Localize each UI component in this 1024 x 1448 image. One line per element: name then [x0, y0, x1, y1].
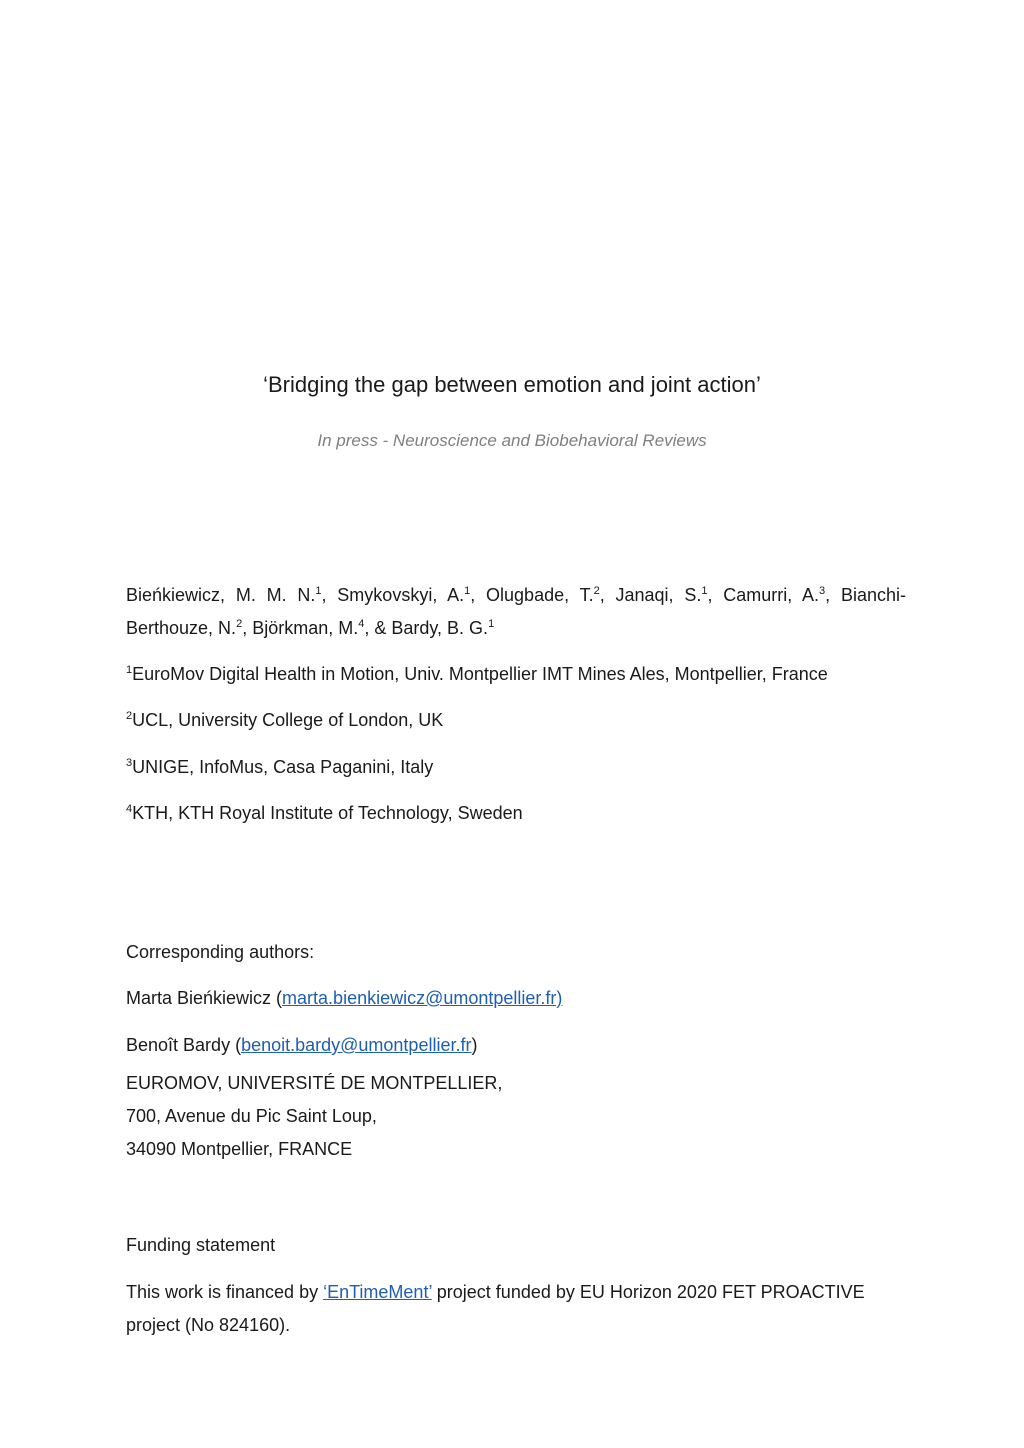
address-line: 700, Avenue du Pic Saint Loup,: [126, 1106, 377, 1126]
corresponding-author-2: [126, 1029, 906, 1062]
affiliation-marker: 4: [358, 618, 365, 630]
affiliation-marker: 1: [315, 585, 322, 597]
author-name: , Bianchi-Berthouze, N.: [126, 585, 906, 638]
affiliation-3: [126, 751, 906, 784]
entimement-project-link[interactable]: ‘EnTimeMent’: [323, 1282, 432, 1302]
affiliation-2: [126, 704, 906, 737]
publication-status: In press - Neuroscience and Biobehavioral Reviews: [317, 431, 707, 450]
affiliation-marker: 1: [464, 585, 471, 597]
closing-paren: ): [471, 1035, 478, 1055]
affiliation-marker: 1: [701, 585, 708, 597]
affiliation-marker: 1: [488, 618, 495, 630]
author-name: Benoît Bardy (: [126, 1035, 242, 1055]
author-list: [126, 579, 906, 645]
affiliation-1: [126, 658, 906, 691]
author-name: Bieńkiewicz, M. M. N.: [126, 585, 316, 605]
author-name: Marta Bieńkiewicz (: [126, 988, 283, 1008]
funding-text: project funded by EU Horizon 2020 FET PROACTIVE project (No 824160).: [126, 1282, 865, 1335]
corresponding-heading: Corresponding authors:: [126, 942, 315, 962]
address-line: EUROMOV, UNIVERSITÉ DE MONTPELLIER,: [126, 1073, 503, 1093]
affiliation-marker: 2: [593, 585, 600, 597]
affiliation-marker: 2: [126, 710, 133, 722]
affiliation-marker: 3: [819, 585, 826, 597]
author-name: , Smykovskyi, A.: [321, 585, 465, 605]
affiliation-marker: 3: [126, 757, 133, 769]
affiliation-text: KTH, KTH Royal Institute of Technology, Sweden: [132, 803, 523, 823]
address-line: 34090 Montpellier, FRANCE: [126, 1139, 353, 1159]
funding-heading: Funding statement: [126, 1235, 276, 1255]
affiliation-marker: 4: [126, 803, 133, 815]
affiliation-text: UCL, University College of London, UK: [132, 710, 444, 730]
postal-address: [126, 1067, 906, 1166]
email-link-marta[interactable]: marta.bienkiewicz@umontpellier.fr): [282, 988, 563, 1008]
affiliation-4: [126, 797, 906, 830]
email-link-benoit[interactable]: benoit.bardy@umontpellier.fr: [241, 1035, 472, 1055]
affiliation-text: EuroMov Digital Health in Motion, Univ. Montpellier IMT Mines Ales, Montpellier, France: [132, 664, 828, 684]
affiliation-marker: 1: [126, 664, 133, 676]
author-name: , Björkman, M.: [242, 618, 359, 638]
funding-statement: [126, 1276, 906, 1342]
author-name: , Olugbade, T.: [470, 585, 594, 605]
affiliation-marker: 2: [236, 618, 243, 630]
affiliation-text: UNIGE, InfoMus, Casa Paganini, Italy: [132, 757, 434, 777]
paper-title: ‘Bridging the gap between emotion and joint action’: [263, 372, 761, 397]
author-name: , Janaqi, S.: [599, 585, 702, 605]
author-name: , Camurri, A.: [707, 585, 820, 605]
author-name: , & Bardy, B. G.: [364, 618, 489, 638]
funding-text: This work is financed by: [126, 1282, 324, 1302]
corresponding-author-1: [126, 982, 906, 1015]
